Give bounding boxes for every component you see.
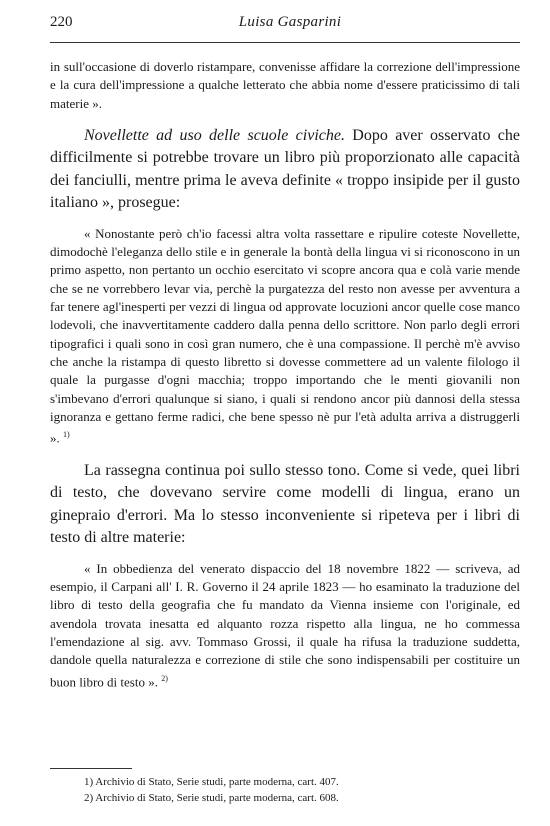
footnote-1: 1) Archivio di Stato, Serie studi, parte moderna, cart. 407.: [84, 776, 339, 788]
quote-novellette-text: « Nonostante però ch'io facessi altra volta rassettare e ripulire coteste Novellette, dimodochè l'eleganza dello stile e in generale la bontà della lingua vi si riconoscono in un primo aspetto, non pertanto un occhio esercitato vi scopre ancora qua e colà varie mende che se ne vorrebbero levar via, perchè la purgatezza del resto non avesse per avventura a far tenere agl'inesperti per vezzi di lingua od approvate locuzioni ancor quelle cose manco lodevoli, che inavvertitamente caddero dalla penna dello scrittore. Non parlo degli errori tipografici i quali sono in così gran numero, che è una compassione. Il perchè m'è avviso che anche la ristampa di questo libretto si dovesse commettere ad un valente filologo il quale la purgasse d'ogni macchia; troppo importando che le menti giovanili non s'imbevano d'errori qualunque si siano, i quali si rendono ancor più dannosi della stessa ignoranza e gettano ferme radici, che bene spesso nè pur l'età adulta arriva a distruggerli ».: [50, 225, 520, 446]
section-title-italic: Novellette ad uso delle scuole civiche.: [84, 126, 345, 144]
footnote-2: 2) Archivio di Stato, Serie studi, parte moderna, cart. 608.: [84, 791, 339, 804]
quote-carpani: [50, 560, 520, 691]
page-body: [50, 58, 520, 691]
quote-novellette: [50, 225, 520, 448]
header-rule: [50, 42, 520, 43]
page-number: 220: [50, 14, 73, 30]
paragraph-novellette-text: Dopo aver osservato che difficilmente si potrebbe trovare un libro più proporzionato alle capacità dei fanciulli, mentre prima le aveva definite « troppo insipide per il gusto italiano », prosegue:: [50, 126, 521, 212]
quote-carpani-text: « In obbedienza del venerato dispaccio del 18 novembre 1822 — scriveva, ad esempio, il Carpani all' I. R. Governo il 24 aprile 1823 — ho esaminato la traduzione del libro di testo della geografia che fu mandato da Vienna insieme con l'originale, ed avendola trovata inesatta ed alquanto rozza rispetto alla lingua, ne ho commessa l'emendazione al sig. avv. Tommaso Grossi, il quale ha rifusa la traduzione suddetta, dandole quella naturalezza e correzione di stile che sono indispensabili per costituire un buon libro di testo ».: [50, 560, 520, 689]
footnote-ref-1: 1): [63, 430, 70, 440]
paragraph-rassegna: La rassegna continua poi sullo stesso tono. Come si vede, quei libri di testo, che dovevano servire come modelli di lingua, erano un ginepraio d'errori. Ma lo stesso inconveniente si ripeteva per i libri di testo di altre materie:: [50, 461, 520, 547]
footnotes: [84, 775, 520, 806]
footnote-ref-2: 2): [161, 673, 168, 683]
paragraph-continuation: in sull'occasione di doverlo ristampare, convenisse affidare la correzione dell'impressione e la cura dell'impressione a qualche letterato che abbia nome d'essere praticissimo di tali materie ».: [50, 59, 520, 111]
page-header: [50, 14, 520, 36]
footnote-rule: [50, 768, 132, 769]
running-title: Luisa Gasparini: [238, 14, 342, 30]
paragraph-novellette: [50, 125, 520, 215]
